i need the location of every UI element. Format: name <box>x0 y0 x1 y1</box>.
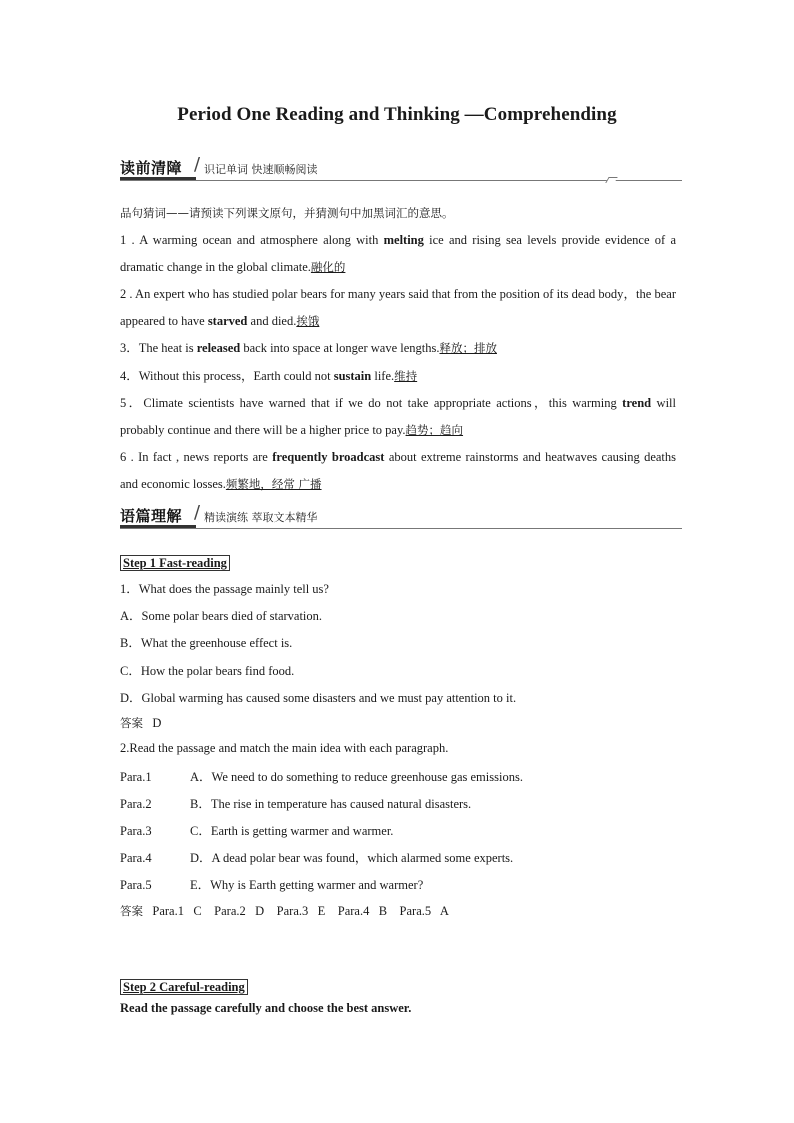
bold-word: sustain <box>333 369 372 383</box>
main-idea: C．Earth is getting warmer and warmer. <box>190 824 394 838</box>
sentence-5: 5．Climate scientists have warned that if we do not take appropriate actions，this warming trend will probably continue and there will be a higher price to pay.趋势；趋向 <box>120 396 676 437</box>
match-row <box>120 821 393 839</box>
paragraph-label: Para.5 <box>120 878 152 892</box>
page-title: Period One Reading and Thinking —Comprehending <box>177 104 617 125</box>
option-a: A．Some polar bears died of starvation. <box>120 609 323 623</box>
match-row <box>120 848 513 866</box>
slash-divider: / <box>194 502 201 523</box>
answer-text: 挨饿 <box>296 314 320 328</box>
section-label: 读前清障 <box>120 159 183 177</box>
answer-value: D <box>152 716 162 730</box>
paragraph-label: Para.2 <box>120 797 152 811</box>
answer-label: 答案 <box>120 904 143 918</box>
bold-word: released <box>196 341 241 355</box>
sentence-2: 2 . An expert who has studied polar bears for many years said that from the position of its dead body，the bear appeared to have starved and died.挨饿 <box>120 287 676 328</box>
paragraph-label: Para.3 <box>120 824 152 838</box>
sentence-1: 1 . A warming ocean and atmosphere along with melting ice and rising sea levels provide evidence of a dramatic change in the global climate.融化的 <box>120 233 676 274</box>
section-header-text-comprehension <box>120 502 682 529</box>
header-rule <box>120 180 682 181</box>
bold-word: melting <box>383 233 424 247</box>
header-rule-notch <box>605 177 617 183</box>
question-1: 1．What does the passage mainly tell us? <box>120 582 329 596</box>
question-2: 2.Read the passage and match the main idea with each paragraph. <box>120 741 449 755</box>
intro-text: 品句猜词——请预读下列课文原句，并猜测句中加黑词汇的意思。 <box>120 206 454 220</box>
bold-word: starved <box>207 314 248 328</box>
answer-1 <box>120 715 161 731</box>
step2-title: Step 2 Careful-reading <box>120 979 248 995</box>
answer-2 <box>120 903 449 919</box>
answer-text: 维持 <box>394 369 418 383</box>
answer-label: 答案 <box>120 716 143 730</box>
paragraph-label: Para.4 <box>120 851 152 865</box>
sentence-4: 4．Without this process，Earth could not sustain life.维持 <box>120 369 418 383</box>
match-row <box>120 767 523 785</box>
answer-text: 释放；排放 <box>439 341 497 355</box>
header-rule <box>120 528 682 529</box>
slash-divider: / <box>194 154 201 175</box>
main-idea: B．The rise in temperature has caused natural disasters. <box>190 797 472 811</box>
main-idea: D．A dead polar bear was found，which alarmed some experts. <box>190 851 514 865</box>
section-subtitle: 识记单词 快速顺畅阅读 <box>204 163 318 176</box>
match-row <box>120 794 471 812</box>
option-b: B．What the greenhouse effect is. <box>120 636 293 650</box>
bold-word: trend <box>622 396 652 410</box>
section-label: 语篇理解 <box>120 507 183 525</box>
answer-text: 趋势；趋向 <box>405 423 464 437</box>
match-row <box>120 875 423 893</box>
answer-text: 融化的 <box>310 260 346 274</box>
step2-instruction: Read the passage carefully and choose the best answer. <box>120 1001 412 1015</box>
step1-title: Step 1 Fast-reading <box>120 555 230 571</box>
sentence-6: 6 . In fact , news reports are frequently broadcast about extreme rainstorms and heatwaves causing deaths and economic losses.频繁地，经常 广播 <box>120 450 676 491</box>
paragraph-label: Para.1 <box>120 770 152 784</box>
answer-value: Para.1 C Para.2 D Para.3 E Para.4 B Para.5 A <box>152 904 449 918</box>
sentence-3: 3．The heat is released back into space at longer wave lengths.释放；排放 <box>120 341 497 355</box>
main-idea: A．We need to do something to reduce greenhouse gas emissions. <box>190 770 523 784</box>
option-d: D．Global warming has caused some disasters and we must pay attention to it. <box>120 691 517 705</box>
section-subtitle: 精读演练 萃取文本精华 <box>204 511 318 524</box>
answer-text: 频繁地，经常 广播 <box>225 477 322 491</box>
section-header-pre-reading <box>120 154 682 181</box>
option-c: C．How the polar bears find food. <box>120 664 295 678</box>
main-idea: E．Why is Earth getting warmer and warmer? <box>190 878 424 892</box>
bold-word: frequently broadcast <box>272 450 385 464</box>
